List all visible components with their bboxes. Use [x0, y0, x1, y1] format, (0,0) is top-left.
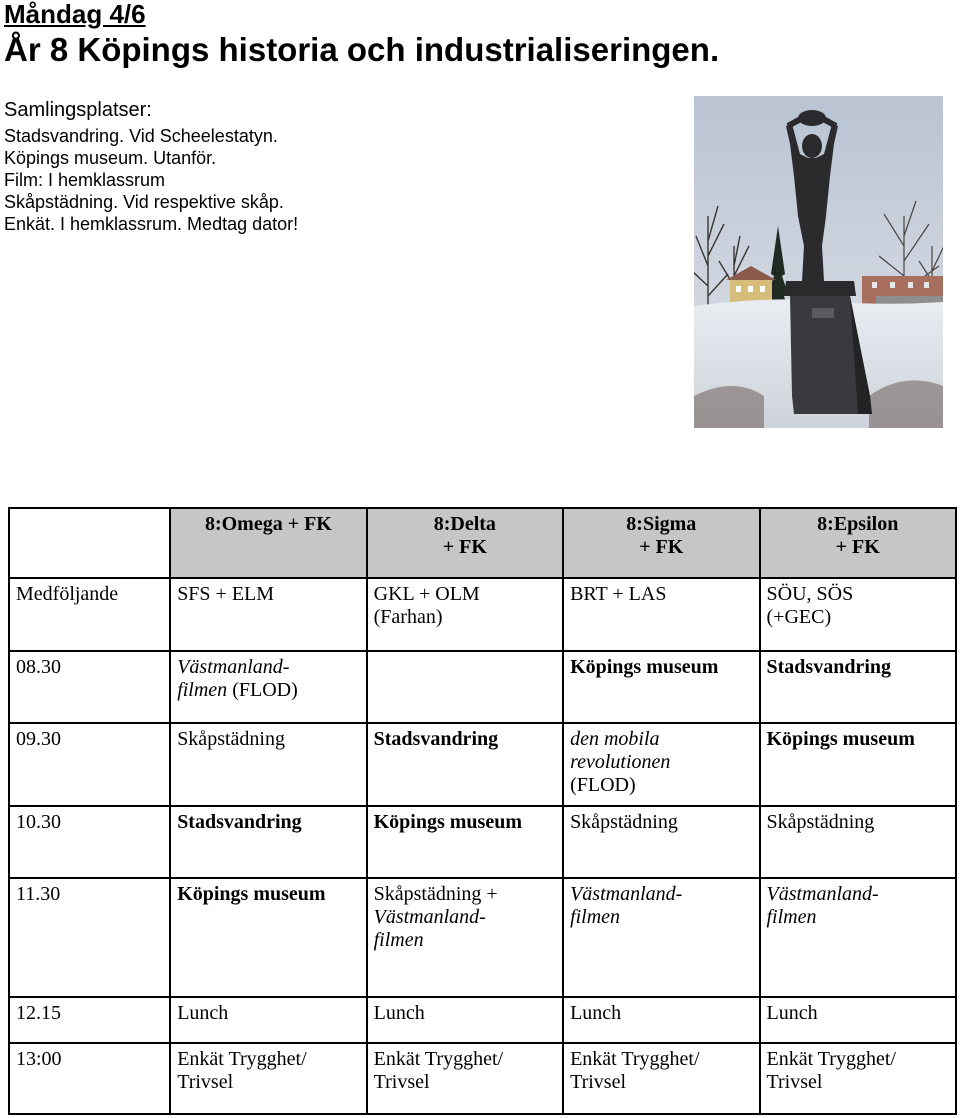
schedule-cell	[170, 806, 366, 879]
cell-line: Stadsvandring	[766, 655, 891, 678]
cell-line: Västmanland-	[373, 906, 486, 929]
cell-line: Trivsel	[177, 1071, 234, 1094]
row-label: Medföljande	[9, 578, 170, 651]
meeting-point-item: Köpings museum. Utanför.	[4, 148, 217, 168]
cell-line: Lunch	[766, 1002, 818, 1025]
table-row	[9, 651, 956, 724]
schedule-cell	[170, 578, 366, 651]
schedule-cell	[563, 578, 759, 651]
cell-line: (+GEC)	[766, 606, 832, 628]
table-row	[9, 578, 956, 651]
column-header-line: 8:Epsilon	[817, 513, 899, 535]
row-label: 12.15	[9, 997, 170, 1043]
row-label: 13:00	[9, 1043, 170, 1114]
schedule-cell	[367, 806, 563, 879]
schedule-cell	[367, 1043, 563, 1114]
cell-line: Enkät Trygghet/	[766, 1048, 896, 1071]
schedule-cell	[563, 723, 759, 806]
meeting-points-heading: Samlingsplatser:	[4, 99, 152, 121]
schedule-cell	[170, 878, 366, 997]
table-row	[9, 878, 956, 997]
schedule-cell	[760, 651, 957, 724]
cell-line: Köpings museum	[177, 883, 326, 906]
cell-line: filmen	[570, 906, 621, 929]
statue-photo	[694, 96, 943, 428]
cell-line: Lunch	[373, 1002, 425, 1025]
table-row	[9, 1043, 956, 1114]
cell-line: Stadsvandring	[373, 728, 499, 751]
meeting-points	[4, 98, 298, 235]
cell-line: Enkät Trygghet/	[177, 1048, 307, 1071]
cell-line: Lunch	[177, 1002, 229, 1025]
schedule-cell	[760, 806, 957, 879]
column-header-line: 8:Sigma	[626, 513, 697, 535]
schedule-table	[8, 507, 957, 1115]
column-header	[563, 508, 759, 578]
row-label: 09.30	[9, 723, 170, 806]
cell-line: Skåpstädning	[766, 810, 875, 833]
cell-line: Västmanland-	[766, 883, 879, 906]
column-header-line: + FK	[442, 536, 487, 558]
meeting-point-item: Enkät. I hemklassrum. Medtag dator!	[4, 214, 299, 234]
schedule-cell	[170, 1043, 366, 1114]
schedule-cell	[170, 997, 366, 1043]
schedule-cell	[367, 878, 563, 997]
cell-line: Stadsvandring	[177, 810, 302, 833]
schedule-cell	[563, 651, 759, 724]
cell-line: (FLOD)	[570, 774, 636, 797]
schedule-cell	[760, 997, 957, 1043]
column-header-line: 8:Omega + FK	[204, 513, 332, 535]
cell-line-part: filmen	[177, 678, 228, 701]
cell-line: SÖU, SÖS	[766, 583, 854, 605]
cell-line: GKL + OLM	[373, 583, 480, 605]
table-row	[9, 997, 956, 1043]
cell-line: revolutionen	[570, 751, 671, 774]
schedule-cell	[170, 723, 366, 806]
schedule-cell	[760, 1043, 957, 1114]
cell-line: Skåpstädning	[177, 728, 285, 751]
cell-line: filmen	[766, 906, 817, 929]
cell-line: BRT + LAS	[570, 583, 667, 605]
cell-line: Västmanland-	[177, 655, 290, 678]
cell-line: Skåpstädning +	[373, 883, 498, 906]
schedule-cell	[367, 578, 563, 651]
cell-line: Trivsel	[570, 1071, 627, 1094]
schedule-cell	[760, 723, 957, 806]
column-header	[760, 508, 957, 578]
cell-line: Köpings museum	[570, 655, 719, 678]
meeting-point-item: Stadsvandring. Vid Scheelestatyn.	[4, 126, 278, 146]
cell-line: Västmanland-	[570, 883, 683, 906]
cell-line: SFS + ELM	[177, 583, 275, 605]
cell-line: Enkät Trygghet/	[373, 1048, 504, 1071]
column-header	[367, 508, 563, 578]
cell-line: filmen	[373, 929, 424, 952]
cell-line: den mobila	[570, 728, 660, 751]
schedule-cell	[760, 578, 957, 651]
cell-line: Köpings museum	[766, 728, 915, 751]
schedule-cell	[563, 806, 759, 879]
cell-line	[177, 679, 359, 702]
row-label: 10.30	[9, 806, 170, 879]
schedule-cell	[563, 997, 759, 1043]
column-header-line: + FK	[639, 536, 684, 558]
schedule-cell	[367, 723, 563, 806]
table-row	[9, 806, 956, 879]
cell-line-part: (FLOD)	[227, 678, 298, 701]
cell-line: (Farhan)	[373, 606, 443, 628]
table-row	[9, 723, 956, 806]
column-header-line: + FK	[835, 536, 880, 558]
meeting-point-item: Film: I hemklassrum	[4, 170, 166, 190]
column-header	[170, 508, 366, 578]
cell-line: Enkät Trygghet/	[570, 1048, 700, 1071]
cell-line: Trivsel	[766, 1071, 823, 1094]
row-label: 11.30	[9, 878, 170, 997]
schedule-cell	[760, 878, 957, 997]
header-blank-cell	[9, 508, 170, 578]
meeting-point-item: Skåpstädning. Vid respektive skåp.	[4, 192, 284, 212]
cell-line: Köpings museum	[373, 810, 522, 833]
schedule-cell	[367, 651, 563, 724]
schedule-cell	[563, 878, 759, 997]
column-header-line: 8:Delta	[433, 513, 496, 535]
cell-line: Lunch	[570, 1002, 622, 1025]
page-title: År 8 Köpings historia och industrialiseringen.	[4, 31, 720, 68]
date-heading: Måndag 4/6	[4, 0, 146, 29]
schedule-cell	[367, 997, 563, 1043]
row-label: 08.30	[9, 651, 170, 724]
schedule-cell	[170, 651, 366, 724]
cell-line: Skåpstädning	[570, 810, 678, 833]
schedule-cell	[563, 1043, 759, 1114]
cell-line: Trivsel	[373, 1071, 430, 1094]
